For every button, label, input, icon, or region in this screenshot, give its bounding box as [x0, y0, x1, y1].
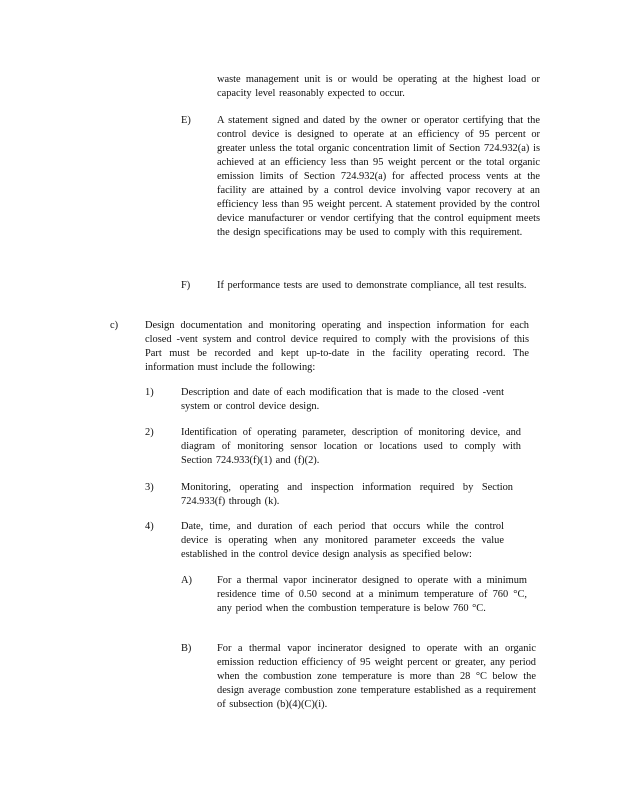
item-text-c: Design documentation and monitoring operating and inspection information for each closed -vent system and control device required to comply with the provisions of this Part must be recorded and kept up-to-date in the facility operating record. The information must include the following: [145, 320, 529, 373]
paragraph-continuation: waste management unit is or would be operating at the highest load or capacity level reasonably expected to occur. [217, 74, 540, 99]
item-label-1: 1) [145, 387, 154, 398]
item-text-f: If performance tests are used to demonstrate compliance, all test results. [217, 280, 527, 291]
item-text-e: A statement signed and dated by the owner or operator certifying that the control device is designed to operate at an efficiency of 95 percent or greater unless the total organic concentration limit of Section 724.932(a) is achieved at an efficiency less than 95 weight percent or the total organic emission limits of Section 724.932(a) for affected process vents at the facility are attained by a control device involving vapor recovery at an efficiency less than 95 weight percent. A statement provided by the control device manufacturer or vendor certifying that the control equipment meets the design specifications may be used to comply with this requirement. [217, 115, 540, 238]
item-text-2: Identification of operating parameter, description of monitoring device, and diagram of monitoring sensor location or locations used to comply with Section 724.933(f)(1) and (f)(2). [181, 427, 521, 466]
item-label-4a: A) [181, 575, 192, 586]
item-label-3: 3) [145, 482, 154, 493]
item-label-4b: B) [181, 643, 192, 654]
item-label-2: 2) [145, 427, 154, 438]
item-label-c: c) [110, 320, 119, 331]
item-text-3: Monitoring, operating and inspection information required by Section 724.933(f) through (k). [181, 482, 513, 507]
item-text-4: Date, time, and duration of each period that occurs while the control device is operating when any monitored parameter exceeds the value established in the control device design analysis as specified below: [181, 521, 504, 560]
item-text-4a: For a thermal vapor incinerator designed to operate with a minimum residence time of 0.50 second at a minimum temperature of 760 °C, any period when the combustion temperature is below 760 °C. [217, 575, 527, 614]
item-text-1: Description and date of each modification that is made to the closed -vent system or control device design. [181, 387, 504, 412]
item-label-e: E) [181, 115, 191, 126]
item-text-4b: For a thermal vapor incinerator designed to operate with an organic emission reduction efficiency of 95 weight percent or greater, any period when the combustion zone temperature is more than 28 °C below the design average combustion zone temperature established as a requirement of subsection (b)(4)(C)(i). [217, 643, 536, 710]
item-label-4: 4) [145, 521, 154, 532]
item-label-f: F) [181, 280, 191, 291]
